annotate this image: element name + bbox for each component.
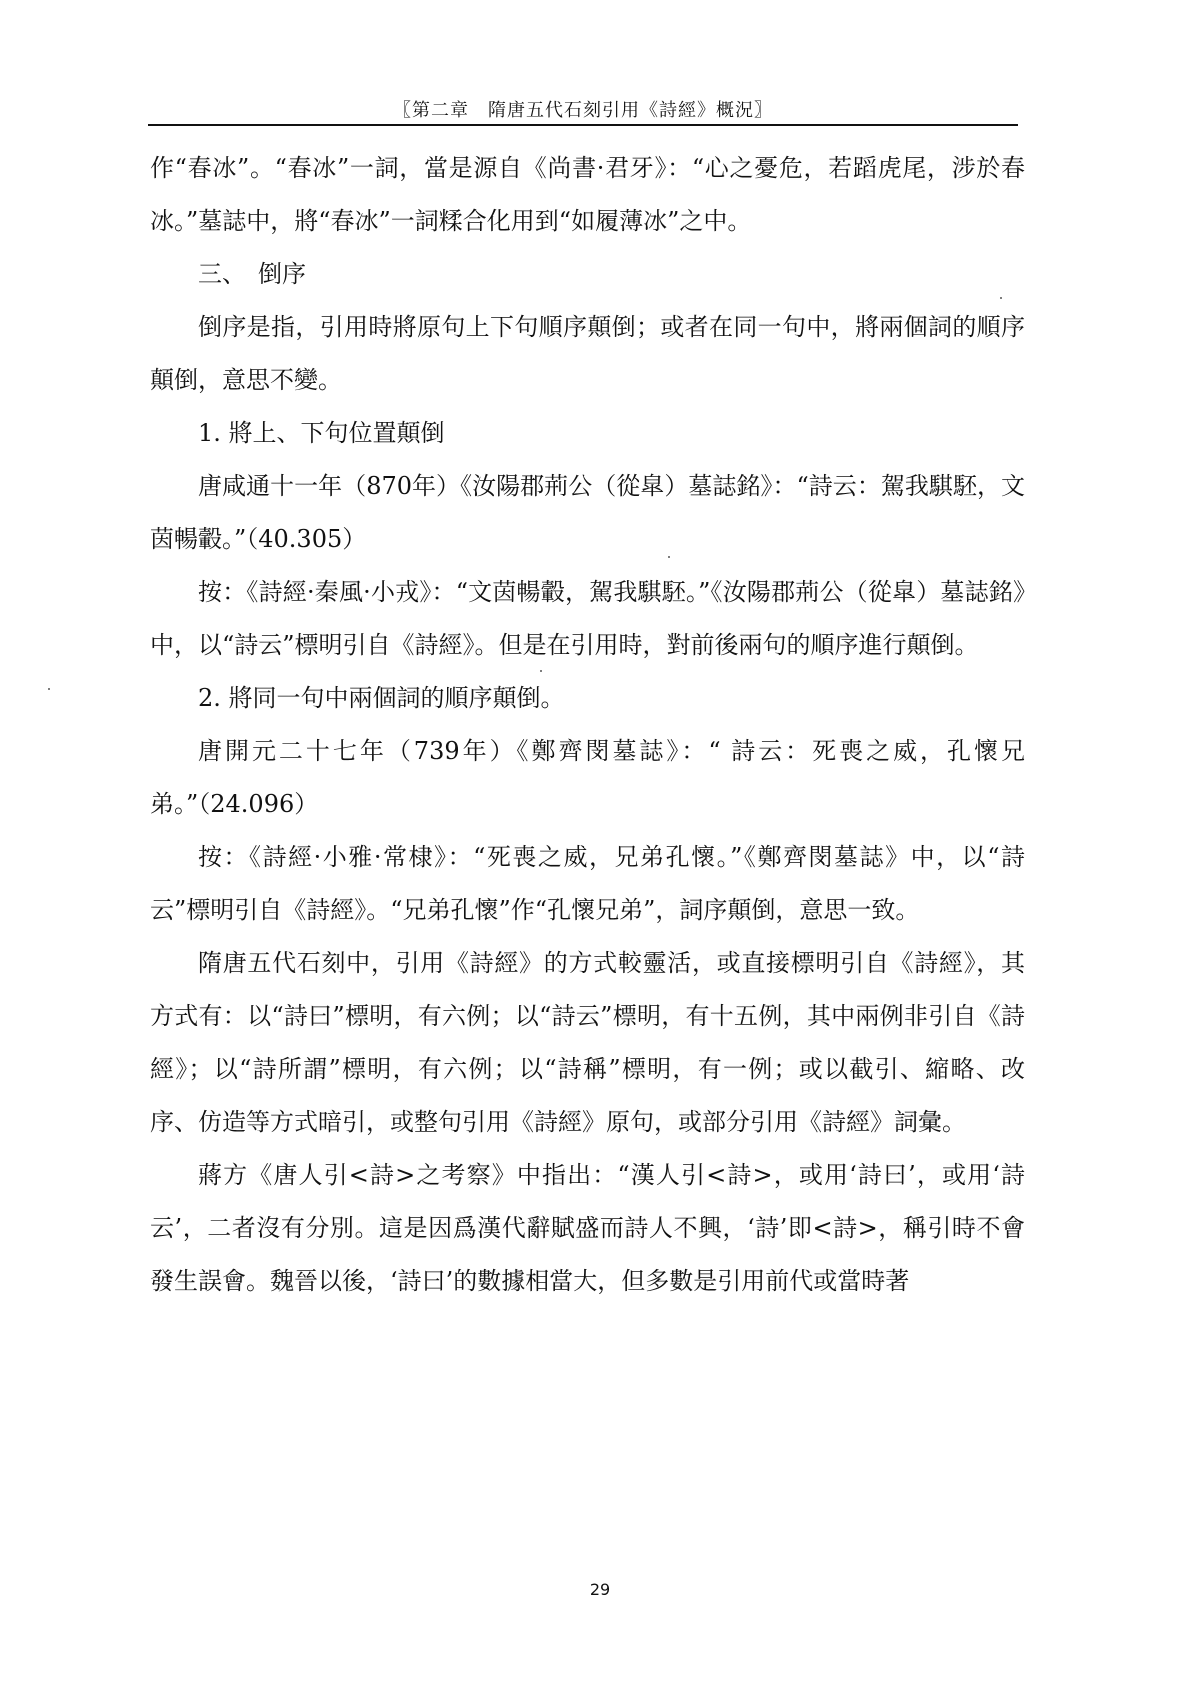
section-heading-reverse-order: 三、 倒序 <box>198 260 306 288</box>
paragraph-example-2: 唐開元二十七年（739年）《鄭齊閔墓誌》：“ 詩云：死喪之威，孔懷兄弟。”（24.096） <box>150 737 1025 818</box>
scan-speck <box>1000 297 1002 299</box>
paragraph-summary: 隋唐五代石刻中，引用《詩經》的方式較靈活，或直接標明引自《詩經》，其方式有：以“詩曰”標明，有六例；以“詩云”標明，有十五例，其中兩例非引自《詩經》；以“詩所謂”標明，有六例；以“詩稱”標明，有一例；或以截引、縮略、改序、仿造等方式暗引，或整句引用《詩經》原句，或部分引用《詩經》詞彙。 <box>150 949 1025 1136</box>
scan-speck <box>48 688 50 690</box>
scan-speck <box>540 670 542 672</box>
running-header: 〖第二章 隋唐五代石刻引用《詩經》概況〗 <box>393 100 773 121</box>
header-rule <box>148 124 1018 126</box>
paragraph-note-1: 按：《詩經·秦風·小戎》：“文茵暢轂，駕我騏駓。”《汝陽郡荊公（從皐）墓誌銘》中，以“詩云”標明引自《詩經》。但是在引用時，對前後兩句的順序進行顛倒。 <box>150 578 1025 659</box>
subheading-2: 2. 將同一句中兩個詞的順序顛倒。 <box>198 684 565 712</box>
subheading-1: 1. 將上、下句位置顛倒 <box>198 419 445 447</box>
paragraph-definition: 倒序是指，引用時將原句上下句順序顛倒；或者在同一句中，將兩個詞的順序顛倒，意思不變。 <box>150 313 1025 394</box>
paragraph-example-1: 唐咸通十一年（870年）《汝陽郡荊公（從皐）墓誌銘》：“詩云：駕我騏駓，文茵暢轂。”（40.305） <box>150 472 1025 553</box>
paragraph-citation: 蔣方《唐人引<詩>之考察》中指出：“漢人引<詩>，或用‘詩曰’，或用‘詩云’，二者沒有分別。這是因爲漢代辭賦盛而詩人不興，‘詩’即<詩>，稱引時不會發生誤會。魏晉以後，‘詩曰’的數據相當大，但多數是引用前代或當時著 <box>150 1161 1025 1295</box>
paragraph-continuation: 作“春冰”。“春冰”一詞，當是源自《尚書·君牙》：“心之憂危，若蹈虎尾，涉於春冰。”墓誌中，將“春冰”一詞糅合化用到“如履薄冰”之中。 <box>150 154 1025 235</box>
body-text <box>150 142 1025 1308</box>
page-number: 29 <box>589 1580 611 1599</box>
scan-speck <box>668 556 670 558</box>
paragraph-note-2: 按：《詩經·小雅·常棣》：“死喪之威，兄弟孔懷。”《鄭齊閔墓誌》中，以“詩云”標明引自《詩經》。“兄弟孔懷”作“孔懷兄弟”，詞序顛倒，意思一致。 <box>150 843 1025 924</box>
